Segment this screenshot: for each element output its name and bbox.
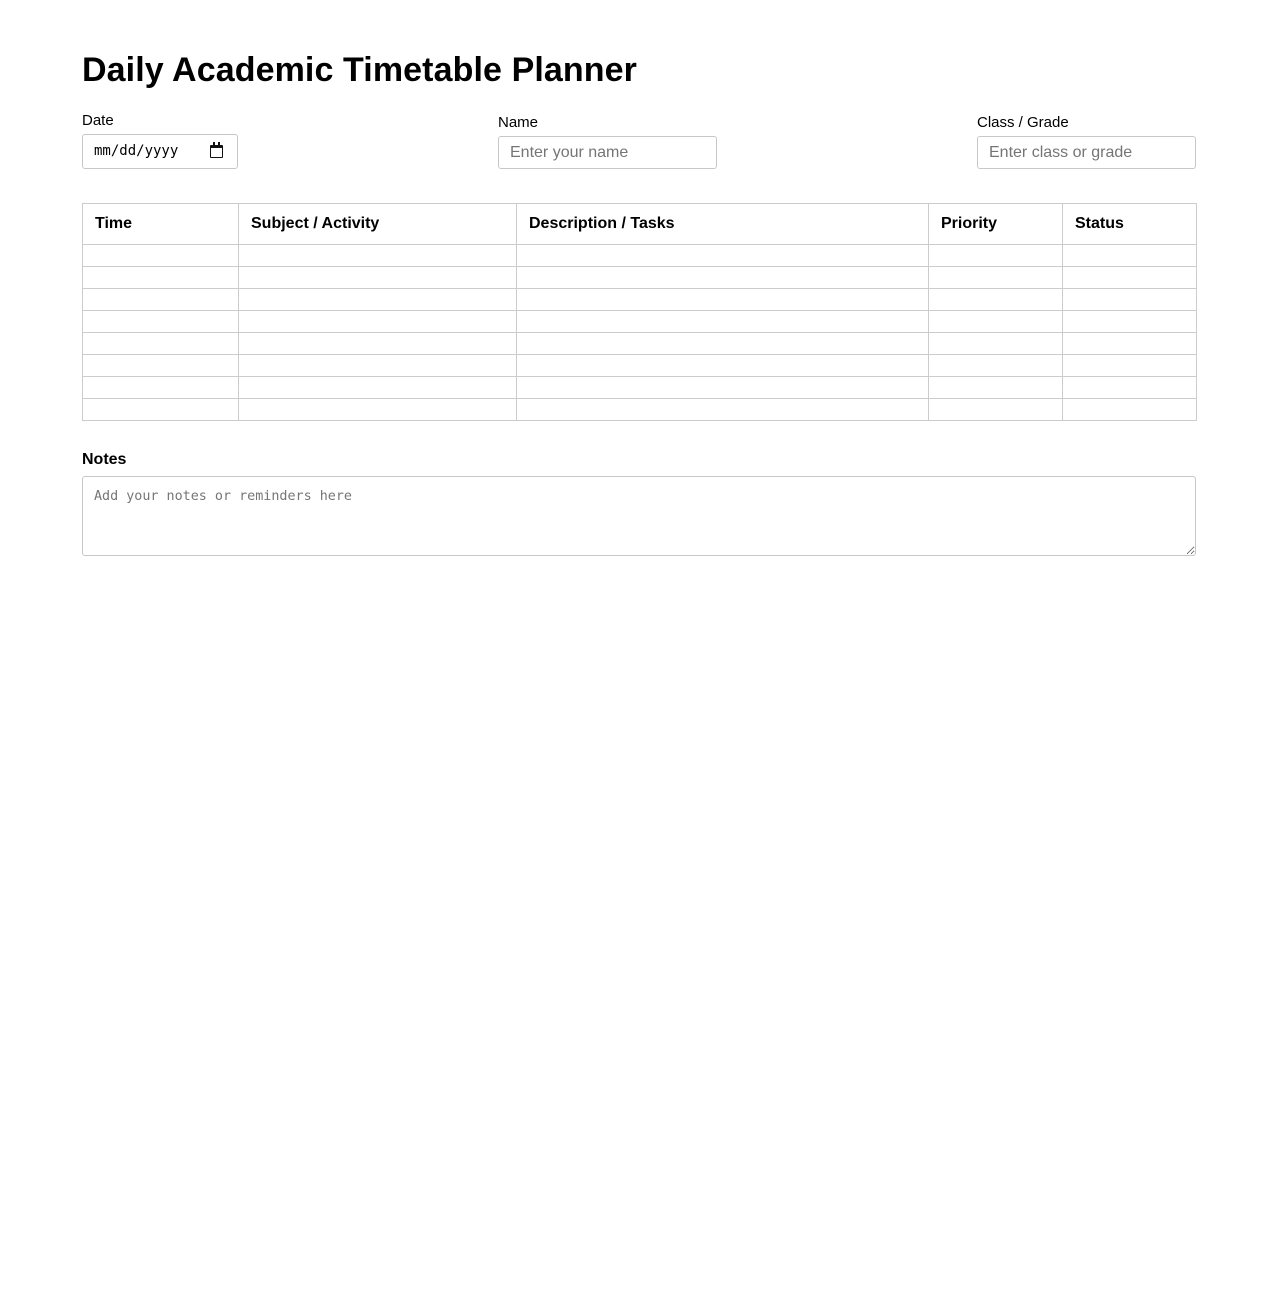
cell-subject[interactable] bbox=[239, 355, 517, 377]
cell-priority[interactable] bbox=[929, 355, 1063, 377]
cell-subject[interactable] bbox=[239, 377, 517, 399]
cell-description[interactable] bbox=[517, 267, 929, 289]
cell-time[interactable] bbox=[83, 267, 239, 289]
cell-status[interactable] bbox=[1063, 267, 1197, 289]
cell-subject[interactable] bbox=[239, 245, 517, 267]
date-input[interactable] bbox=[82, 134, 238, 169]
table-row bbox=[83, 399, 1197, 421]
cell-description[interactable] bbox=[517, 377, 929, 399]
cell-subject[interactable] bbox=[239, 333, 517, 355]
header-time: Time bbox=[83, 204, 239, 245]
cell-status[interactable] bbox=[1063, 289, 1197, 311]
date-label: Date bbox=[82, 112, 114, 129]
timetable bbox=[82, 203, 1197, 421]
cell-subject[interactable] bbox=[239, 399, 517, 421]
cell-priority[interactable] bbox=[929, 289, 1063, 311]
header-subject-activity: Subject / Activity bbox=[239, 204, 517, 245]
date-value-placeholder: mm/dd/yyyy bbox=[94, 143, 179, 159]
cell-status[interactable] bbox=[1063, 245, 1197, 267]
cell-subject[interactable] bbox=[239, 289, 517, 311]
cell-subject[interactable] bbox=[239, 311, 517, 333]
cell-priority[interactable] bbox=[929, 311, 1063, 333]
cell-status[interactable] bbox=[1063, 399, 1197, 421]
table-row bbox=[83, 267, 1197, 289]
cell-status[interactable] bbox=[1063, 377, 1197, 399]
cell-time[interactable] bbox=[83, 333, 239, 355]
cell-priority[interactable] bbox=[929, 267, 1063, 289]
cell-status[interactable] bbox=[1063, 355, 1197, 377]
cell-priority[interactable] bbox=[929, 399, 1063, 421]
cell-subject[interactable] bbox=[239, 267, 517, 289]
cell-description[interactable] bbox=[517, 289, 929, 311]
timetable-header-row bbox=[83, 204, 1197, 245]
cell-time[interactable] bbox=[83, 399, 239, 421]
notes-textarea[interactable] bbox=[82, 476, 1196, 556]
cell-priority[interactable] bbox=[929, 377, 1063, 399]
cell-description[interactable] bbox=[517, 355, 929, 377]
cell-time[interactable] bbox=[83, 377, 239, 399]
header-status: Status bbox=[1063, 204, 1197, 245]
calendar-icon[interactable] bbox=[210, 145, 223, 158]
class-grade-label: Class / Grade bbox=[977, 114, 1069, 131]
name-label: Name bbox=[498, 114, 539, 131]
table-row bbox=[83, 311, 1197, 333]
notes-heading: Notes bbox=[82, 451, 127, 468]
cell-time[interactable] bbox=[83, 245, 239, 267]
cell-status[interactable] bbox=[1063, 311, 1197, 333]
cell-description[interactable] bbox=[517, 245, 929, 267]
cell-description[interactable] bbox=[517, 311, 929, 333]
cell-status[interactable] bbox=[1063, 333, 1197, 355]
cell-description[interactable] bbox=[517, 399, 929, 421]
cell-description[interactable] bbox=[517, 333, 929, 355]
header-priority: Priority bbox=[929, 204, 1063, 245]
table-row bbox=[83, 377, 1197, 399]
table-row bbox=[83, 333, 1197, 355]
name-field-group bbox=[498, 114, 717, 169]
cell-time[interactable] bbox=[83, 355, 239, 377]
class-grade-field-group bbox=[977, 114, 1196, 169]
date-field-group bbox=[82, 112, 238, 169]
name-input[interactable] bbox=[498, 136, 717, 169]
page-title: Daily Academic Timetable Planner bbox=[82, 51, 637, 89]
cell-time[interactable] bbox=[83, 289, 239, 311]
cell-priority[interactable] bbox=[929, 333, 1063, 355]
table-row bbox=[83, 289, 1197, 311]
table-row bbox=[83, 355, 1197, 377]
cell-priority[interactable] bbox=[929, 245, 1063, 267]
cell-time[interactable] bbox=[83, 311, 239, 333]
header-description-tasks: Description / Tasks bbox=[517, 204, 929, 245]
table-row bbox=[83, 245, 1197, 267]
class-grade-input[interactable] bbox=[977, 136, 1196, 169]
